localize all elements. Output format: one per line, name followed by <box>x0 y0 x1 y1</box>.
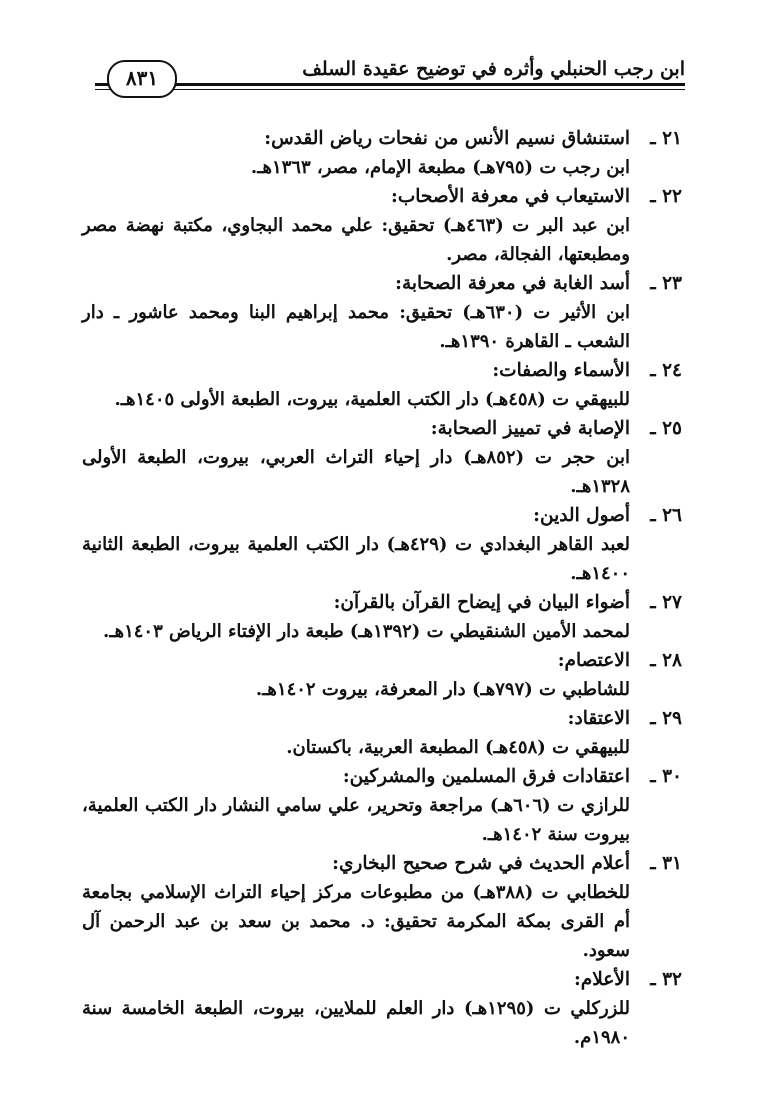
list-item <box>82 414 682 501</box>
page-header <box>95 50 685 100</box>
list-item <box>82 501 682 588</box>
entry-number: ٢٢ ـ <box>650 186 682 207</box>
header-rule <box>95 83 685 86</box>
list-item <box>82 762 682 849</box>
list-item <box>82 704 682 762</box>
entry-number: ٣٢ ـ <box>650 969 682 990</box>
entry-title-line <box>82 762 682 791</box>
entry-title: استنشاق نسيم الأنس من نفحات رياض القدس: <box>264 128 630 149</box>
entry-details: ابن رجب ت (٧٩٥هـ) مطبعة الإمام، مصر، ١٣٦٣هـ. <box>250 157 630 178</box>
entry-title: الاعتصام: <box>557 650 630 671</box>
entry-details: للبيهقي ت (٤٥٨هـ) المطبعة العربية، باكستان. <box>286 737 630 758</box>
entry-number: ٣١ ـ <box>650 853 682 874</box>
entry-number: ٣٠ ـ <box>650 766 682 787</box>
entry-number: ٢١ ـ <box>650 128 682 149</box>
entry-details: للشاطبي ت (٧٩٧هـ) دار المعرفة، بيروت ١٤٠٢هـ. <box>255 679 630 700</box>
entry-title: أسد الغابة في معرفة الصحابة: <box>395 273 630 294</box>
entry-details: ابن حجر ت (٨٥٢هـ) دار إحياء التراث العربي، بيروت، الطبعة الأولى ١٣٢٨هـ. <box>82 447 631 497</box>
entry-title: الاعتقاد: <box>567 708 630 729</box>
entry-title-line <box>82 182 682 211</box>
entry-details: للرازي ت (٦٠٦هـ) مراجعة وتحرير، علي سامي النشار دار الكتب العلمية، بيروت سنة ١٤٠٢هـ. <box>82 795 631 845</box>
entry-details: لمحمد الأمين الشنقيطي ت (١٣٩٢هـ) طبعة دار الإفتاء الرياض ١٤٠٣هـ. <box>103 621 630 642</box>
list-item <box>82 646 682 704</box>
entry-title-line <box>82 849 682 878</box>
entry-title-line <box>82 124 682 153</box>
entry-details: ابن عبد البر ت (٤٦٣هـ) تحقيق: علي محمد البجاوي، مكتبة نهضة مصر ومطبعتها، الفجالة، مصر. <box>82 215 630 265</box>
entry-details: للزركلي ت (١٢٩٥هـ) دار العلم للملايين، بيروت، الطبعة الخامسة سنة ١٩٨٠م. <box>82 998 631 1048</box>
running-title: ابن رجب الحنبلي وأثره في توضيح عقيدة السلف <box>302 58 685 80</box>
entry-details: للخطابي ت (٣٨٨هـ) من مطبوعات مركز إحياء التراث الإسلامي بجامعة أم القرى بمكة المكرمة تحقيق: د. محمد بن سعد بن عبد الرحمن آل سعود. <box>82 882 630 961</box>
entry-number: ٢٩ ـ <box>650 708 682 729</box>
entry-title: الأعلام: <box>573 969 630 990</box>
entry-title: اعتقادات فرق المسلمين والمشركين: <box>342 766 630 787</box>
entry-number: ٢٦ ـ <box>650 505 682 526</box>
entry-details: للبيهقي ت (٤٥٨هـ) دار الكتب العلمية، بيروت، الطبعة الأولى ١٤٠٥هـ. <box>114 389 630 410</box>
header-rule-thin <box>95 89 685 90</box>
list-item <box>82 269 682 356</box>
entry-title: الإصابة في تمييز الصحابة: <box>430 418 630 439</box>
list-item <box>82 124 682 182</box>
bibliography-list <box>82 124 682 1052</box>
entry-number: ٢٥ ـ <box>650 418 682 439</box>
entry-title: أعلام الحديث في شرح صحيح البخاري: <box>332 853 630 874</box>
entry-title-line <box>82 414 682 443</box>
entry-number: ٢٤ ـ <box>650 360 682 381</box>
list-item <box>82 965 682 1052</box>
entry-title: الأسماء والصفات: <box>492 360 630 381</box>
entry-title-line <box>82 965 682 994</box>
list-item <box>82 849 682 965</box>
list-item <box>82 356 682 414</box>
entry-details: لعبد القاهر البغدادي ت (٤٢٩هـ) دار الكتب العلمية بيروت، الطبعة الثانية ١٤٠٠هـ. <box>82 534 630 584</box>
entry-title: الاستيعاب في معرفة الأصحاب: <box>391 186 630 207</box>
entry-number: ٢٧ ـ <box>650 592 682 613</box>
list-item <box>82 182 682 269</box>
entry-title-line <box>82 704 682 733</box>
entry-title-line <box>82 269 682 298</box>
entry-title-line <box>82 501 682 530</box>
entry-number: ٢٣ ـ <box>650 273 682 294</box>
entry-title-line <box>82 646 682 675</box>
entry-title-line <box>82 356 682 385</box>
entry-title: أضواء البيان في إيضاح القرآن بالقرآن: <box>333 592 630 613</box>
list-item <box>82 588 682 646</box>
entry-number: ٢٨ ـ <box>650 650 682 671</box>
entry-title-line <box>82 588 682 617</box>
entry-details: ابن الأثير ت (٦٣٠هـ) تحقيق: محمد إبراهيم البنا ومحمد عاشور ـ دار الشعب ـ القاهرة ١٣٩٠هـ. <box>82 302 630 352</box>
entry-title: أصول الدين: <box>533 505 630 526</box>
page-number: ٨٣١ <box>107 60 177 98</box>
